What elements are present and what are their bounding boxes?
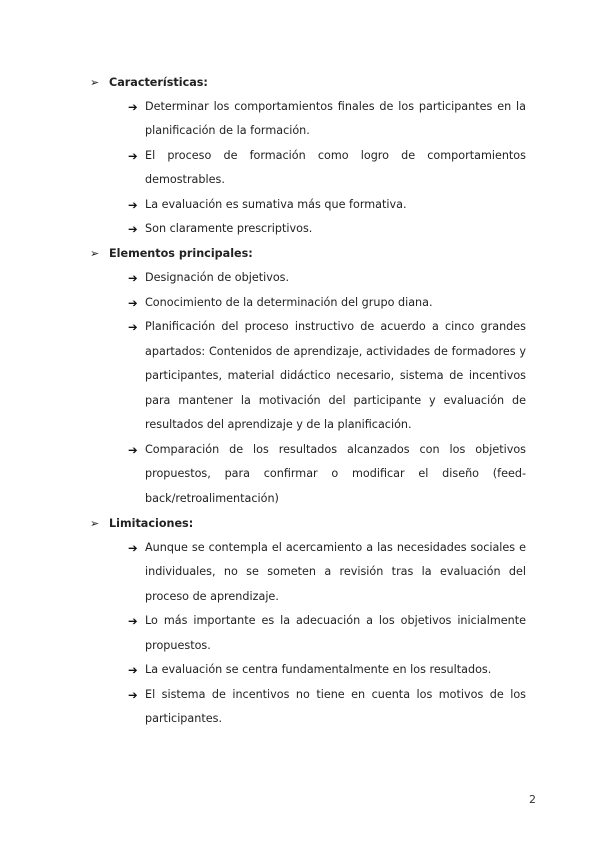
- section-caracteristicas: [90, 70, 526, 242]
- list-item: [90, 193, 526, 218]
- list-item-text: El proceso de formación como logro de comportamientos demostrables.: [145, 148, 526, 186]
- list-item: [90, 658, 526, 683]
- bullet-list: [90, 95, 526, 242]
- arrow-bullet-icon: ➔: [128, 540, 138, 555]
- list-item: [90, 536, 526, 610]
- bullet-list: [90, 266, 526, 511]
- list-item-text: Son claramente prescriptivos.: [145, 222, 313, 235]
- list-item: [90, 291, 526, 316]
- list-item: [90, 95, 526, 144]
- arrow-bullet-icon: ➔: [128, 197, 138, 212]
- section-heading: [90, 511, 526, 536]
- arrowhead-bullet-icon: ➢: [90, 516, 100, 530]
- arrow-bullet-icon: ➔: [128, 320, 138, 334]
- arrow-bullet-icon: ➔: [128, 295, 138, 310]
- list-item-text: Planificación del proceso instructivo de acuerdo a cinco grandes apartados: Contenidos de aprendizaje, actividades de formadores y participantes, material didáctico necesario, sistema de incentivos para mantener la motivación del participante y evaluación de resultados del aprendizaje y de la planificación.: [145, 320, 526, 431]
- list-item: [90, 144, 526, 193]
- arrow-bullet-icon: ➔: [128, 148, 138, 163]
- list-item-text: Designación de objetivos.: [145, 271, 290, 284]
- list-item-text: Lo más importante es la adecuación a los objetivos inicialmente propuestos.: [145, 614, 526, 652]
- list-item-text: Aunque se contempla el acercamiento a las necesidades sociales e individuales, no se someten a revisión tras la evaluación del proceso de aprendizaje.: [145, 540, 526, 603]
- list-item: [90, 315, 526, 438]
- section-heading: [90, 70, 526, 95]
- arrow-bullet-icon: ➔: [128, 614, 138, 628]
- list-item: [90, 609, 526, 658]
- page-number: 2: [529, 793, 536, 806]
- list-item-text: Comparación de los resultados alcanzados con los objetivos propuestos, para confirmar o modificar el diseño (feed-back/retroalimentación): [145, 442, 526, 505]
- arrow-bullet-icon: ➔: [128, 271, 138, 285]
- list-item-text: La evaluación es sumativa más que formativa.: [145, 197, 407, 211]
- arrow-bullet-icon: ➔: [128, 687, 138, 702]
- list-item: [90, 438, 526, 512]
- list-item-text: Conocimiento de la determinación del grupo diana.: [145, 295, 433, 309]
- list-item-text: La evaluación se centra fundamentalmente en los resultados.: [145, 663, 492, 676]
- bullet-list: [90, 536, 526, 732]
- section-limitaciones: [90, 511, 526, 732]
- list-item-text: Determinar los comportamientos finales de los participantes en la planificación de la formación.: [145, 99, 526, 137]
- section-heading: [90, 242, 526, 267]
- arrow-bullet-icon: ➔: [128, 222, 138, 236]
- section-elementos-principales: [90, 242, 526, 512]
- page-content: [90, 70, 526, 732]
- list-item-text: El sistema de incentivos no tiene en cuenta los motivos de los participantes.: [145, 687, 526, 725]
- section-title: Limitaciones:: [109, 516, 194, 530]
- list-item: [90, 683, 526, 732]
- section-title: Características:: [109, 75, 208, 89]
- arrowhead-bullet-icon: ➢: [90, 75, 100, 89]
- arrow-bullet-icon: ➔: [128, 99, 138, 114]
- list-item: [90, 266, 526, 291]
- list-item: [90, 217, 526, 242]
- arrow-bullet-icon: ➔: [128, 663, 138, 677]
- arrow-bullet-icon: ➔: [128, 442, 138, 457]
- arrowhead-bullet-icon: ➢: [90, 247, 100, 261]
- section-title: Elementos principales:: [109, 247, 253, 261]
